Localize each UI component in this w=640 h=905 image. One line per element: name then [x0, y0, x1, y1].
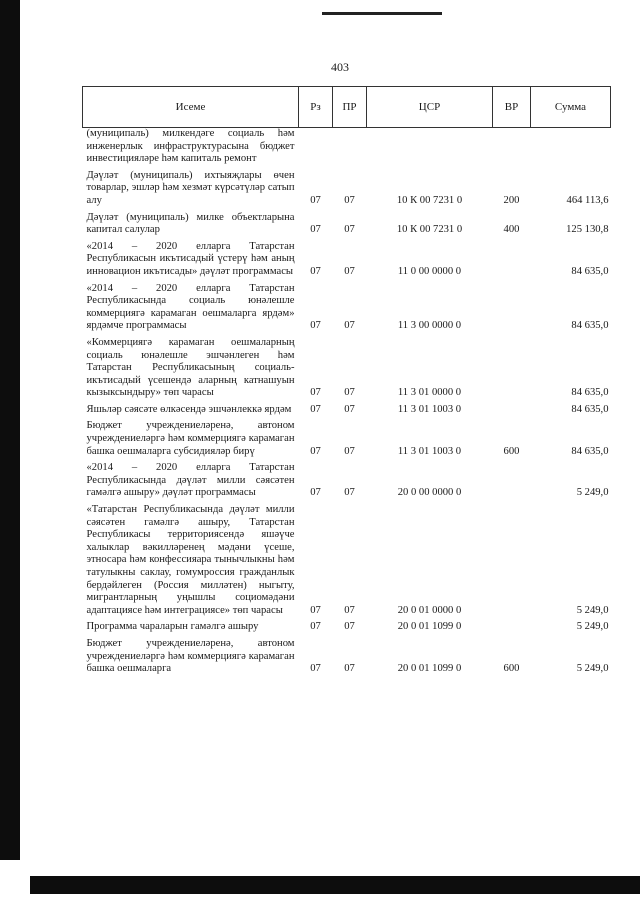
- header-sum: Сумма: [531, 87, 611, 128]
- row-rz: 07: [310, 487, 321, 499]
- row-pr: [333, 128, 367, 168]
- row-name: Дәүләт (муниципаль) милке объектларына капитал салулар: [86, 211, 295, 236]
- header-csr: ЦСР: [367, 87, 493, 128]
- row-vr: [493, 502, 531, 619]
- table-row: [83, 636, 611, 678]
- row-sum: 84 635,0: [571, 320, 609, 332]
- row-csr: 10 К 00 7231 0: [396, 194, 463, 206]
- row-vr: [493, 619, 531, 636]
- row-pr: 07: [344, 663, 355, 675]
- row-rz: 07: [310, 387, 321, 399]
- row-name: «Татарстан Республикасында дәүләт милли сәясәтен гамәлгә ашыру, Татарстан Республикасы территориясендә яшәүче халыклар вәкилләренең мәдәни үсеше, этносара һәм конфессияара тынычлыкны һәм татулыкны саклау, гомумроссия гражданлык бердәйлеген (Россия милләтен) ныгыту, мигрантларның уңышлы социомәдәни адаптациясе һәм интеграциясе» төп чарасы: [86, 504, 295, 616]
- row-csr: 11 3 01 1003 0: [397, 403, 462, 415]
- row-name: «Коммерциягә карамаган оешмаларның социаль юнәлешле эшчәнлеген һәм Татарстан Республикасының социаль-икътисадый үсешендә аларның катнашуын кызыксындыру» төп чарасы: [86, 336, 295, 399]
- table-row: [83, 239, 611, 281]
- row-sum: 5 249,0: [576, 604, 609, 616]
- budget-document: [82, 86, 610, 678]
- table-row: [83, 210, 611, 239]
- table-header-row: [83, 87, 611, 128]
- row-vr: 600: [503, 445, 520, 457]
- row-csr: 20 0 01 1099 0: [397, 621, 462, 633]
- row-sum: 464 113,6: [566, 194, 609, 206]
- row-pr: 07: [344, 265, 355, 277]
- row-pr: 07: [344, 320, 355, 332]
- row-name: Дәүләт (муниципаль) ихтыяҗлары өчен товарлар, эшләр һәм хезмәт күрсәтүләр сатып алу: [86, 169, 295, 206]
- row-rz: 07: [310, 604, 321, 616]
- scan-mark-top: [322, 12, 442, 15]
- table-row: [83, 281, 611, 335]
- row-sum: 125 130,8: [566, 224, 609, 236]
- row-pr: 07: [344, 403, 355, 415]
- row-csr: 20 0 01 1099 0: [397, 663, 462, 675]
- row-rz: 07: [310, 663, 321, 675]
- table-row: [83, 402, 611, 419]
- header-pr: ПР: [333, 87, 367, 128]
- row-vr: 600: [503, 663, 520, 675]
- row-vr: [493, 335, 531, 402]
- row-rz: 07: [310, 403, 321, 415]
- table-row: [83, 502, 611, 619]
- row-sum: 84 635,0: [571, 445, 609, 457]
- row-rz: 07: [310, 194, 321, 206]
- page-number: 403: [331, 60, 349, 74]
- row-vr: [493, 281, 531, 335]
- row-sum: 84 635,0: [571, 387, 609, 399]
- header-name: Исеме: [83, 87, 299, 128]
- row-pr: 07: [344, 224, 355, 236]
- row-pr: 07: [344, 604, 355, 616]
- row-vr: 200: [503, 194, 520, 206]
- row-csr: 20 0 01 0000 0: [397, 604, 462, 616]
- row-name: Яшьләр сәясәте өлкәсендә эшчәнлеккә ярдәм: [86, 403, 292, 415]
- row-csr: 10 К 00 7231 0: [396, 224, 463, 236]
- row-rz: 07: [310, 445, 321, 457]
- row-rz: 07: [310, 621, 321, 633]
- scan-edge-left: [0, 0, 20, 860]
- row-vr: [493, 402, 531, 419]
- row-name: «2014 – 2020 елларга Татарстан Республикасын икътисадый үстерү һәм аның инновацион икътисады» дәүләт программасы: [86, 240, 295, 277]
- row-name: Бюджет учреждениеләренә, автоном учреждениеләргә һәм коммерциягә карамаган башка оешмаларга: [86, 637, 295, 675]
- row-sum: [531, 128, 611, 168]
- row-name: «2014 – 2020 елларга Татарстан Республикасында социаль юнәлешле коммерциягә карамаган оешмаларга ярдәм» ярдәмче программасы: [86, 282, 295, 332]
- row-sum: 5 249,0: [576, 663, 609, 675]
- row-rz: [299, 128, 333, 168]
- table-row: [83, 168, 611, 210]
- row-vr: [493, 128, 531, 168]
- row-pr: 07: [344, 621, 355, 633]
- row-vr: [493, 239, 531, 281]
- table-row: [83, 335, 611, 402]
- row-sum: 84 635,0: [571, 265, 609, 277]
- header-vr: ВР: [493, 87, 531, 128]
- row-csr: 20 0 00 0000 0: [397, 487, 462, 499]
- table-row: [83, 418, 611, 460]
- row-csr: 11 3 01 0000 0: [397, 387, 462, 399]
- row-vr: 400: [503, 224, 520, 236]
- row-csr: [367, 128, 493, 168]
- row-pr: 07: [344, 387, 355, 399]
- row-rz: 07: [310, 320, 321, 332]
- table-row: [83, 128, 611, 168]
- row-vr: [493, 460, 531, 502]
- row-pr: 07: [344, 445, 355, 457]
- row-name: «2014 – 2020 елларга Татарстан Республикасында дәүләт милли сәясәтен гамәлгә ашыру» дәүләт программасы: [86, 462, 295, 499]
- table-row: [83, 619, 611, 636]
- row-csr: 11 3 00 0000 0: [397, 320, 462, 332]
- row-csr: 11 3 01 1003 0: [397, 445, 462, 457]
- row-sum: 5 249,0: [576, 487, 609, 499]
- row-pr: 07: [344, 487, 355, 499]
- row-sum: 84 635,0: [571, 403, 609, 415]
- budget-table: [82, 86, 611, 678]
- row-pr: 07: [344, 194, 355, 206]
- table-row: [83, 460, 611, 502]
- row-name: Бюджет учреждениеләренә, автоном учреждениеләргә һәм коммерциягә карамаган башка оешмаларга субсидияләр бирү: [86, 420, 295, 457]
- row-name: (муниципаль) милкендәге социаль һәм инженерлык инфраструктурасына бюджет инвестицияләре һәм капиталь ремонт: [86, 128, 295, 165]
- row-name: Программа чараларын гамәлгә ашыру: [86, 621, 259, 633]
- row-sum: 5 249,0: [576, 621, 609, 633]
- row-csr: 11 0 00 0000 0: [397, 265, 462, 277]
- row-rz: 07: [310, 265, 321, 277]
- header-rz: Рз: [299, 87, 333, 128]
- scan-edge-bottom: [30, 876, 640, 894]
- row-rz: 07: [310, 224, 321, 236]
